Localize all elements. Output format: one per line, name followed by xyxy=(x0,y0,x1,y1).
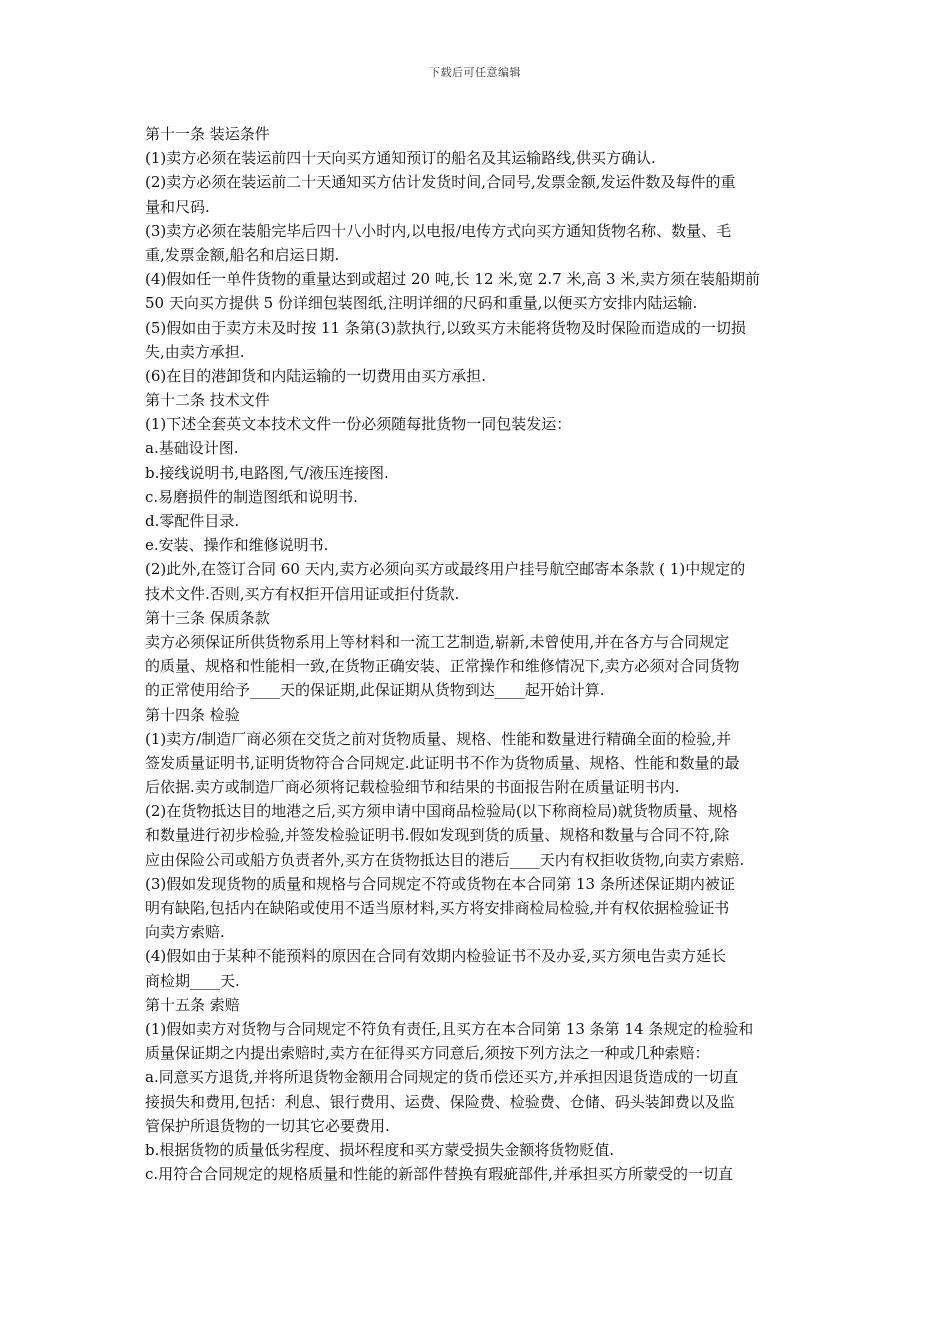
text-line: c.易磨损件的制造图纸和说明书. xyxy=(145,487,358,506)
document-body xyxy=(145,122,810,1186)
text-line: (1)假如卖方对货物与合同规定不符负有责任,且买方在本合同第 13 条第 14 条规定的检验和 xyxy=(145,1019,754,1038)
text-line: (4)假如由于某种不能预料的原因在合同有效期内检验证书不及办妥,买方须电告卖方延长 xyxy=(145,947,727,966)
text-line: 的质量、规格和性能相一致,在货物正确安装、正常操作和维修情况下,卖方必须对合同货物 xyxy=(145,657,740,676)
text-line: (2)此外,在签订合同 60 天内,卖方必须向买方或最终用户挂号航空邮寄本条款 ( 1)中规定的 xyxy=(145,560,746,579)
text-line: 接损失和费用,包括：利息、银行费用、运费、保险费、检验费、仓储、码头装卸费以及监 xyxy=(145,1092,735,1111)
text-line: 第十五条 索赔 xyxy=(145,995,240,1014)
text-line: 的正常使用给予____天的保证期,此保证期从货物到达____起开始计算. xyxy=(145,681,605,700)
text-line: 第十二条 技术文件 xyxy=(145,391,270,410)
text-line: 商检期____天. xyxy=(145,971,240,990)
text-line: 技术文件.否则,买方有权拒开信用证或拒付货款. xyxy=(145,584,460,603)
text-line: 和数量进行初步检验,并签发检验证明书.假如发现到货的质量、规格和数量与合同不符,除 xyxy=(145,826,730,845)
text-line: 第十三条 保质条款 xyxy=(145,608,270,627)
text-line: d.零配件目录. xyxy=(145,512,240,530)
text-line: (4)假如任一单件货物的重量达到或超过 20 吨,长 12 米,宽 2.7 米,高 3 米,卖方须在装船期前 xyxy=(145,270,761,289)
text-line: 量和尺码. xyxy=(145,197,210,216)
text-line: 向卖方索赔. xyxy=(145,923,225,942)
text-line: (2)在货物抵达目的地港之后,买方须申请中国商品检验局(以下称商检局)就货物质量、规格 xyxy=(145,802,738,821)
text-line: (1)卖方/制造厂商必须在交货之前对货物质量、规格、性能和数量进行精确全面的检验,并 xyxy=(145,729,732,748)
text-line: 第十一条 装运条件 xyxy=(145,125,270,143)
text-line: 签发质量证明书,证明货物符合合同规定.此证明书不作为货物质量、规格、性能和数量的最 xyxy=(145,753,740,772)
text-line: (5)假如由于卖方未及时按 11 条第(3)款执行,以致买方未能将货物及时保险而造成的一切损 xyxy=(145,318,746,337)
text-line: 重,发票金额,船名和启运日期. xyxy=(145,245,340,264)
text-line: 后依据.卖方或制造厂商必须将记载检验细节和结果的书面报告附在质量证明书内. xyxy=(145,778,680,797)
text-line: 50 天向买方提供 5 份详细包装图纸,注明详细的尺码和重量,以便买方安排内陆运输. xyxy=(145,294,698,313)
text-line: (1)卖方必须在装运前四十天向买方通知预订的船名及其运输路线,供买方确认. xyxy=(145,149,656,168)
text-line: a.基础设计图. xyxy=(145,439,239,458)
text-line: 卖方必须保证所供货物系用上等材料和一流工艺制造,崭新,未曾使用,并在各方与合同规定 xyxy=(145,632,730,651)
text-line: (3)假如发现货物的质量和规格与合同规定不符或货物在本合同第 13 条所述保证期内被证 xyxy=(145,874,735,893)
text-line: (3)卖方必须在装船完毕后四十八小时内,以电报/电传方式向买方通知货物名称、数量、毛 xyxy=(145,221,732,240)
text-line: 应由保险公司或船方负责者外,买方在货物抵达目的港后____天内有权拒收货物,向卖方索赔. xyxy=(145,850,745,869)
text-line: 失,由卖方承担. xyxy=(145,342,245,361)
text-line: 第十四条 检验 xyxy=(145,705,240,724)
text-line: c.用符合合同规定的规格质量和性能的新部件替换有瑕疵部件,并承担买方所蒙受的一切直 xyxy=(145,1165,733,1184)
text-line: (2)卖方必须在装运前二十天通知买方估计发货时间,合同号,发票金额,发运件数及每件的重 xyxy=(145,173,736,192)
text-line: 管保护所退货物的一切其它必要费用. xyxy=(145,1116,390,1135)
text-line: (6)在目的港卸货和内陆运输的一切费用由买方承担. xyxy=(145,366,487,385)
text-line: b.根据货物的质量低劣程度、损坏程度和买方蒙受损失金额将货物贬值. xyxy=(145,1140,615,1159)
text-line: a.同意买方退货,并将所退货物金额用合同规定的货币偿还买方,并承担因退货造成的一切直 xyxy=(145,1068,739,1087)
text-line: b.接线说明书,电路图,气/液压连接图. xyxy=(145,463,389,482)
text-line: 明有缺陷,包括内在缺陷或使用不适当原材料,买方将安排商检局检验,并有权依据检验证书 xyxy=(145,899,730,917)
text-line: e.安装、操作和维修说明书. xyxy=(145,536,329,555)
text-line: (1)下述全套英文本技术文件一份必须随每批货物一同包装发运： xyxy=(145,415,572,434)
text-line: 质量保证期之内提出索赔时,卖方在征得买方同意后,须按下列方法之一种或几种索赔： xyxy=(145,1044,710,1063)
page-header: 下载后可任意编辑 xyxy=(429,66,521,79)
